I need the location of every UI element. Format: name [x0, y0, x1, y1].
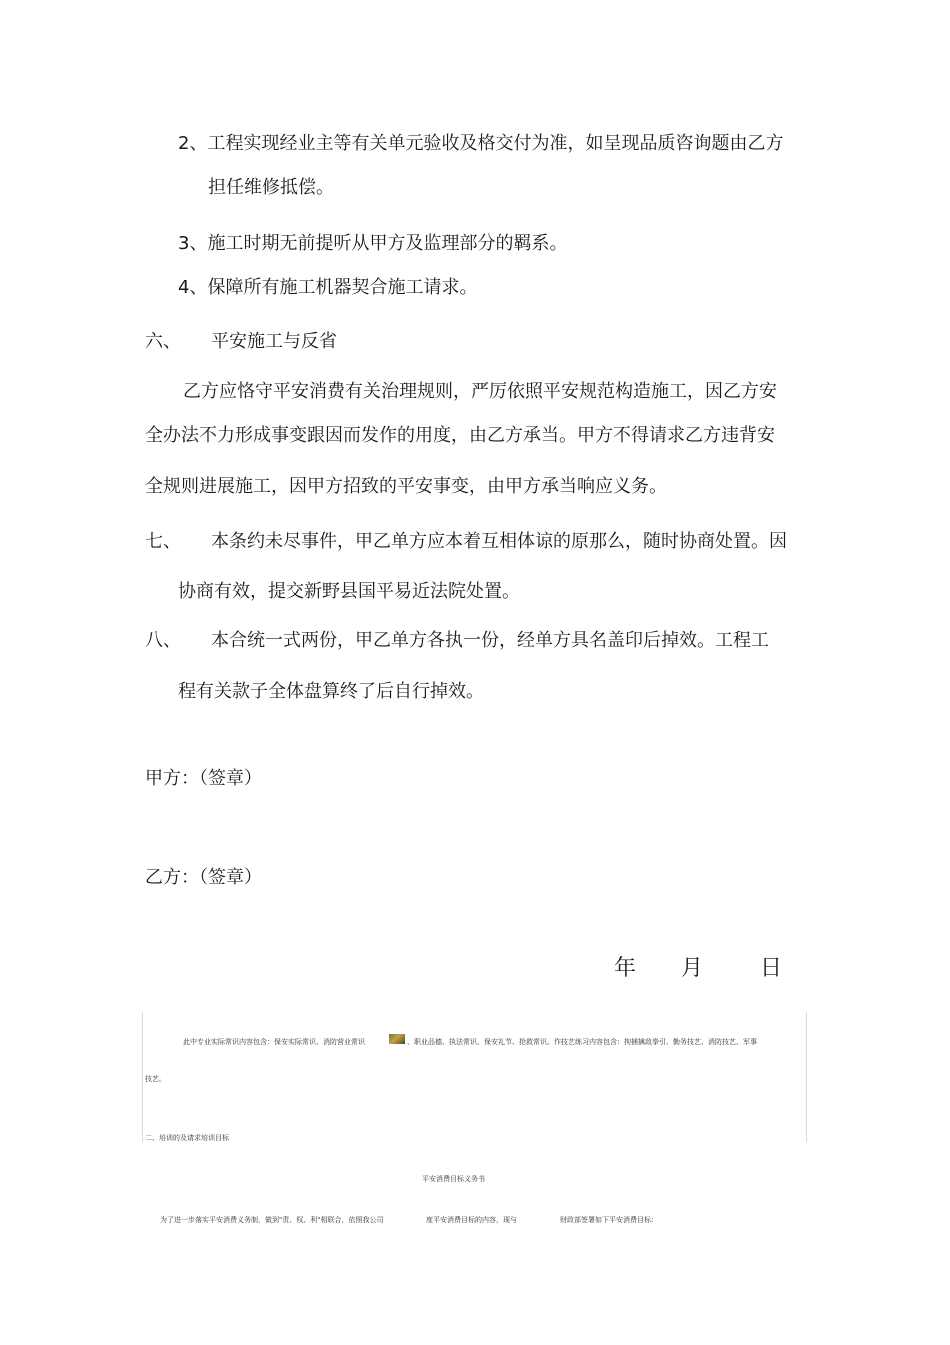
clause-4: 4、保障所有施工机器契合施工请求。 [178, 277, 478, 298]
section-8-line-1 [145, 629, 769, 653]
date-year: 年 [614, 956, 637, 981]
appendix-line-2: 技艺。 [145, 1075, 166, 1083]
appendix-line-1b: 、职业品德、执法常识、保安礼节、抢救常识。作技艺练习内容包含：拘捕擒敌拳引、勤务技艺、消防技艺、军事 [407, 1038, 757, 1046]
section-6-para-line-1: 乙方应恪守平安消费有关治理规则，严厉依照平安规范构造施工，因乙方安 [183, 381, 777, 402]
clause-2-line-2: 担任维修抵偿。 [208, 177, 334, 198]
section-7-line-1 [145, 530, 787, 554]
section-7-line-2: 协商有效，提交新野县国平易近法院处置。 [178, 581, 520, 602]
section-7-text: 本条约未尽事件，甲乙单方应本着互相体谅的原那么，随时协商处置。因 [211, 531, 787, 552]
section-7-number: 七、 [145, 531, 181, 552]
appendix-title: 平安消费目标义务书 [422, 1175, 485, 1183]
appendix-line-5b: 度平安消费目标的内容，现与 [426, 1216, 517, 1224]
party-a-signature: 甲方：（签章） [145, 768, 262, 789]
clause-3: 3、施工时期无前提听从甲方及监理部分的羁系。 [178, 233, 568, 254]
date-day: 日 [760, 956, 783, 981]
appendix-subheading: 二、培训的及请求培训目标 [145, 1134, 229, 1142]
section-6-title: 平安施工与反省 [211, 331, 337, 352]
section-8-line-2: 程有关款子全体盘算终了后自行掉效。 [178, 681, 484, 702]
section-6-para-line-3: 全规则进展施工，因甲方招致的平安事变，由甲方承当响应义务。 [145, 476, 667, 497]
appendix-line-5c: 财政部签署如下平安消费目标: [560, 1216, 654, 1224]
section-8-text: 本合统一式两份，甲乙单方各执一份，经单方具名盖印后掉效。工程工 [211, 630, 769, 651]
appendix-line-1a: 此中专业实际常识内容包含：保安实际常识、消防营业常识 [183, 1038, 365, 1046]
left-divider [142, 1012, 143, 1142]
clause-2-line-1: 2、工程实现经业主等有关单元验收及格交付为准，如呈现品质咨询题由乙方 [178, 133, 784, 154]
party-b-signature: 乙方：（签章） [145, 867, 262, 888]
thumbnail-image [389, 1034, 405, 1044]
date-month: 月 [681, 956, 704, 981]
section-6-number: 六、 [145, 331, 181, 352]
right-divider [806, 1012, 807, 1142]
appendix-line-5a: 为了进一步落实平安消费义务制，做到"责、权、利"相联合，依照我公司 [160, 1216, 384, 1224]
section-6-heading [145, 330, 337, 354]
section-6-para-line-2: 全办法不力形成事变跟因而发作的用度，由乙方承当。甲方不得请求乙方违背安 [145, 425, 775, 446]
section-8-number: 八、 [145, 630, 181, 651]
